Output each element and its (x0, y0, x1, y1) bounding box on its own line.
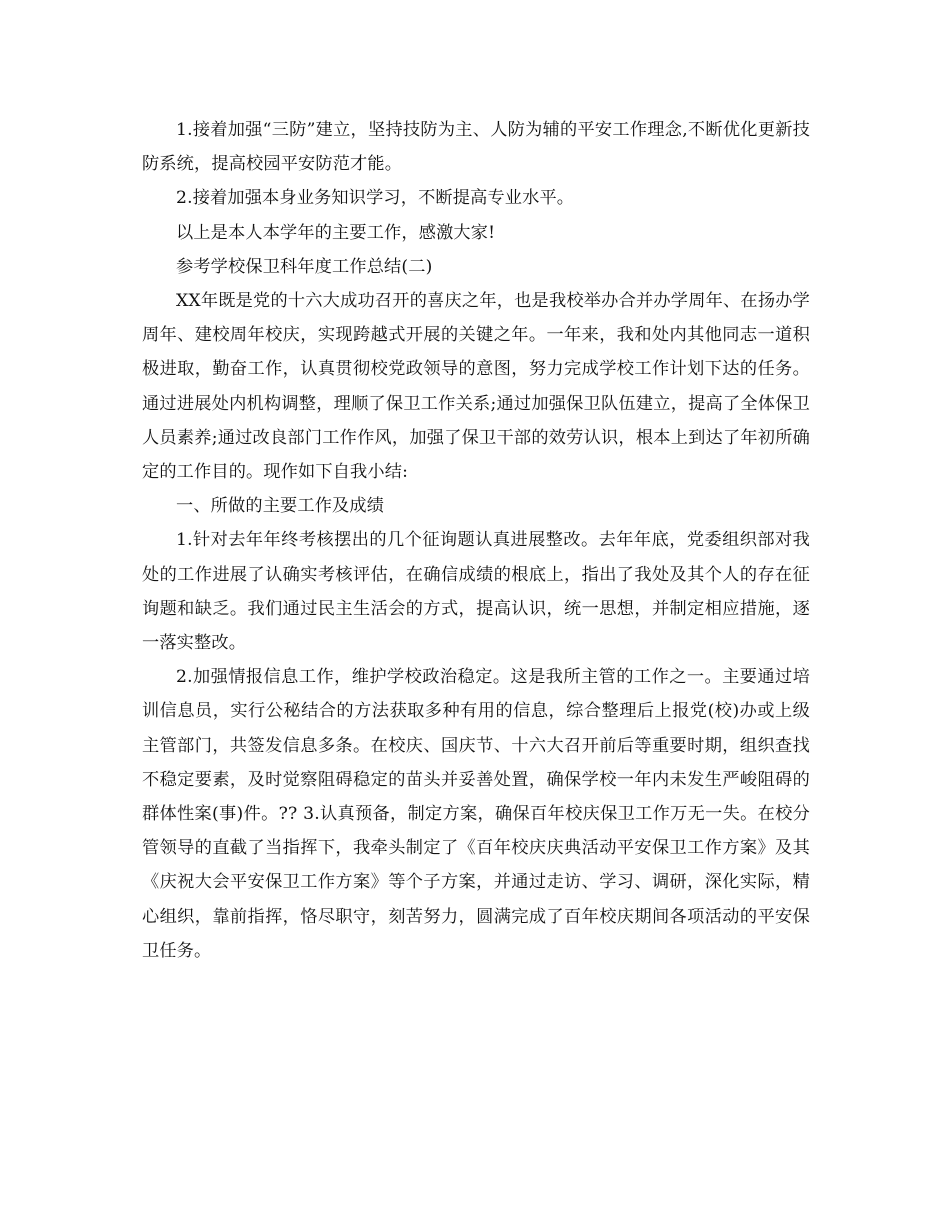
document-body (142, 113, 810, 968)
subsection-heading: 一、所做的主要工作及成绩 (176, 496, 385, 517)
paragraph-2: 2.接着加强本身业务知识学习，不断提高专业水平。 (176, 188, 575, 209)
paragraph-1: 1.接着加强“三防”建立，坚持技防为主、人防为辅的平安工作理念,不断优化更新技防系统，提高校园平安防范才能。 (142, 120, 810, 175)
paragraph-5: XX年既是党的十六大成功召开的喜庆之年，也是我校举办合并办学周年、在扬办学周年、建校周年校庆，实现跨越式开展的关键之年。一年来，我和处内其他同志一道积极进取，勤奋工作，认真贯彻校党政领导的意图，努力完成学校工作计划下达的任务。通过进展处内机构调整，理顺了保卫工作关系;通过加强保卫队伍建立，提高了全体保卫人员素养;通过改良部门工作作风，加强了保卫干部的效劳认识，根本上到达了年初所确定的工作目的。现作如下自我小结: (142, 291, 810, 483)
paragraph-7: 1.针对去年年终考核摆出的几个征询题认真进展整改。去年年底，党委组织部对我处的工作进展了认确实考核评估，在确信成绩的根底上，指出了我处及其个人的存在征询题和缺乏。我们通过民主生活会的方式，提高认识，统一思想，并制定相应措施，逐一落实整改。 (142, 530, 810, 654)
paragraph-8: 2.加强情报信息工作，维护学校政治稳定。这是我所主管的工作之一。主要通过培训信息员，实行公秘结合的方法获取多种有用的信息，综合整理后上报党(校)办或上级主管部门，共签发信息多条。在校庆、国庆节、十六大召开前后等重要时期，组织查找不稳定要素，及时觉察阻碍稳定的苗头并妥善处置，确保学校一年内未发生严峻阻碍的群体性案(事)件。?? 3.认真预备，制定方案，确保百年校庆保卫工作万无一失。在校分管领导的直截了当指挥下，我牵头制定了《百年校庆庆典活动平安保卫工作方案》及其《庆祝大会平安保卫工作方案》等个子方案，并通过走访、学习、调研，深化实际，精心组织，靠前指挥，恪尽职守，刻苦努力，圆满完成了百年校庆期间各项活动的平安保卫任务。 (142, 667, 810, 961)
paragraph-3: 以上是本人本学年的主要工作，感激大家! (176, 222, 496, 243)
section-heading: 参考学校保卫科年度工作总结(二) (176, 256, 433, 277)
